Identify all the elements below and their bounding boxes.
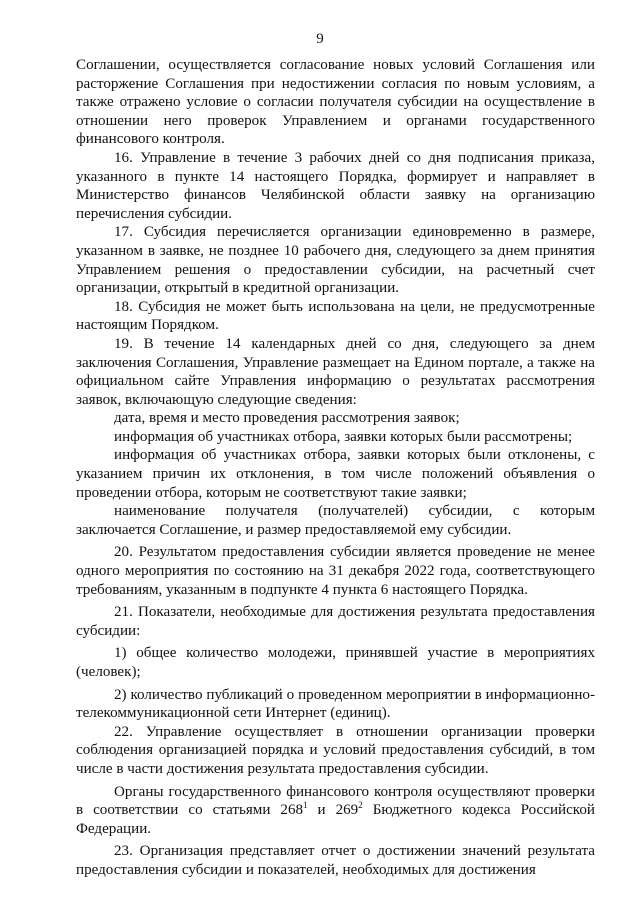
paragraph-control-bodies [76,783,595,839]
list-item-date: дата, время и место проведения рассмотрения заявок; [114,410,460,427]
paragraph-20: 20. Результатом предоставления субсидии является проведение не менее одного мероприятия по состоянию на 31 декабря 2022 года, соответствующего требованиям, указанным в подпункте 4 пункта 6 настоящего Порядка. [76,544,595,598]
control-text-start: Органы государственного финансового контроля осуществляют проверки в соответствии со статьями 268 [76,783,595,819]
indicator-1: 1) общее количество молодежи, принявшей участие в мероприятиях (человек); [76,645,595,680]
paragraph-21: 21. Показатели, необходимые для достижения результата предоставления субсидии: [76,604,595,639]
control-text-end: Бюджетного кодекса Российской Федерации. [76,802,595,837]
paragraph-continuation: Соглашении, осуществляется согласование новых условий Соглашения или расторжение Соглашения при недостижении согласия по новым условиям, а также отражено условие о согласии получателя субсидии на осуществление в отношении него проверок Управлением и органами государственного финансового контроля. [76,57,595,148]
superscript-2: 2 [358,800,363,811]
list-item-reviewed: информация об участниках отбора, заявки которых были рассмотрены; [114,428,573,445]
paragraph-16: 16. Управление в течение 3 рабочих дней со дня подписания приказа, указанного в пункте 14 настоящего Порядка, формирует и направляет в Министерство финансов Челябинской области заявку на организацию перечисления субсидии. [76,149,595,222]
page-number: 9 [316,31,324,47]
list-item-rejected: информация об участниках отбора, заявки которых были отклонены, с указанием причин их отклонения, в том числе положений объявления о проведении отбора, которым не соответствуют такие заявки; [76,447,595,501]
paragraph-18: 18. Субсидия не может быть использована на цели, не предусмотренные настоящим Порядком. [76,298,595,334]
indicator-2: 2) количество публикаций о проведенном мероприятии в информационно-телекоммуникационной сети Интернет (единиц). [76,686,595,722]
document-body [76,56,595,880]
superscript-1: 1 [303,800,308,811]
paragraph-19: 19. В течение 14 календарных дней со дня, следующего за днем заключения Соглашения, Управление размещает на Едином портале, а также на официальном сайте Управления информацию о результатах рассмотрения заявок, включающую следующие сведения: [76,335,595,408]
paragraph-22: 22. Управление осуществляет в отношении организации проверки соблюдения организацией порядка и условий предоставления субсидий, в том числе в части достижения результата предоставления субсидии. [76,723,595,777]
list-item-recipient: наименование получателя (получателей) субсидии, с которым заключается Соглашение, и размер предоставляемой ему субсидии. [76,503,595,538]
paragraph-17: 17. Субсидия перечисляется организации единовременно в размере, указанном в заявке, не позднее 10 рабочего дня, следующего за днем принятия Управлением решения о предоставлении субсидии, на расчетный счет организации, открытый в кредитной организации. [76,224,595,297]
control-text-mid: и 269 [307,802,359,819]
paragraph-23: 23. Организация представляет отчет о достижении значений результата предоставления субсидии и показателей, необходимых для достижения [76,843,595,878]
